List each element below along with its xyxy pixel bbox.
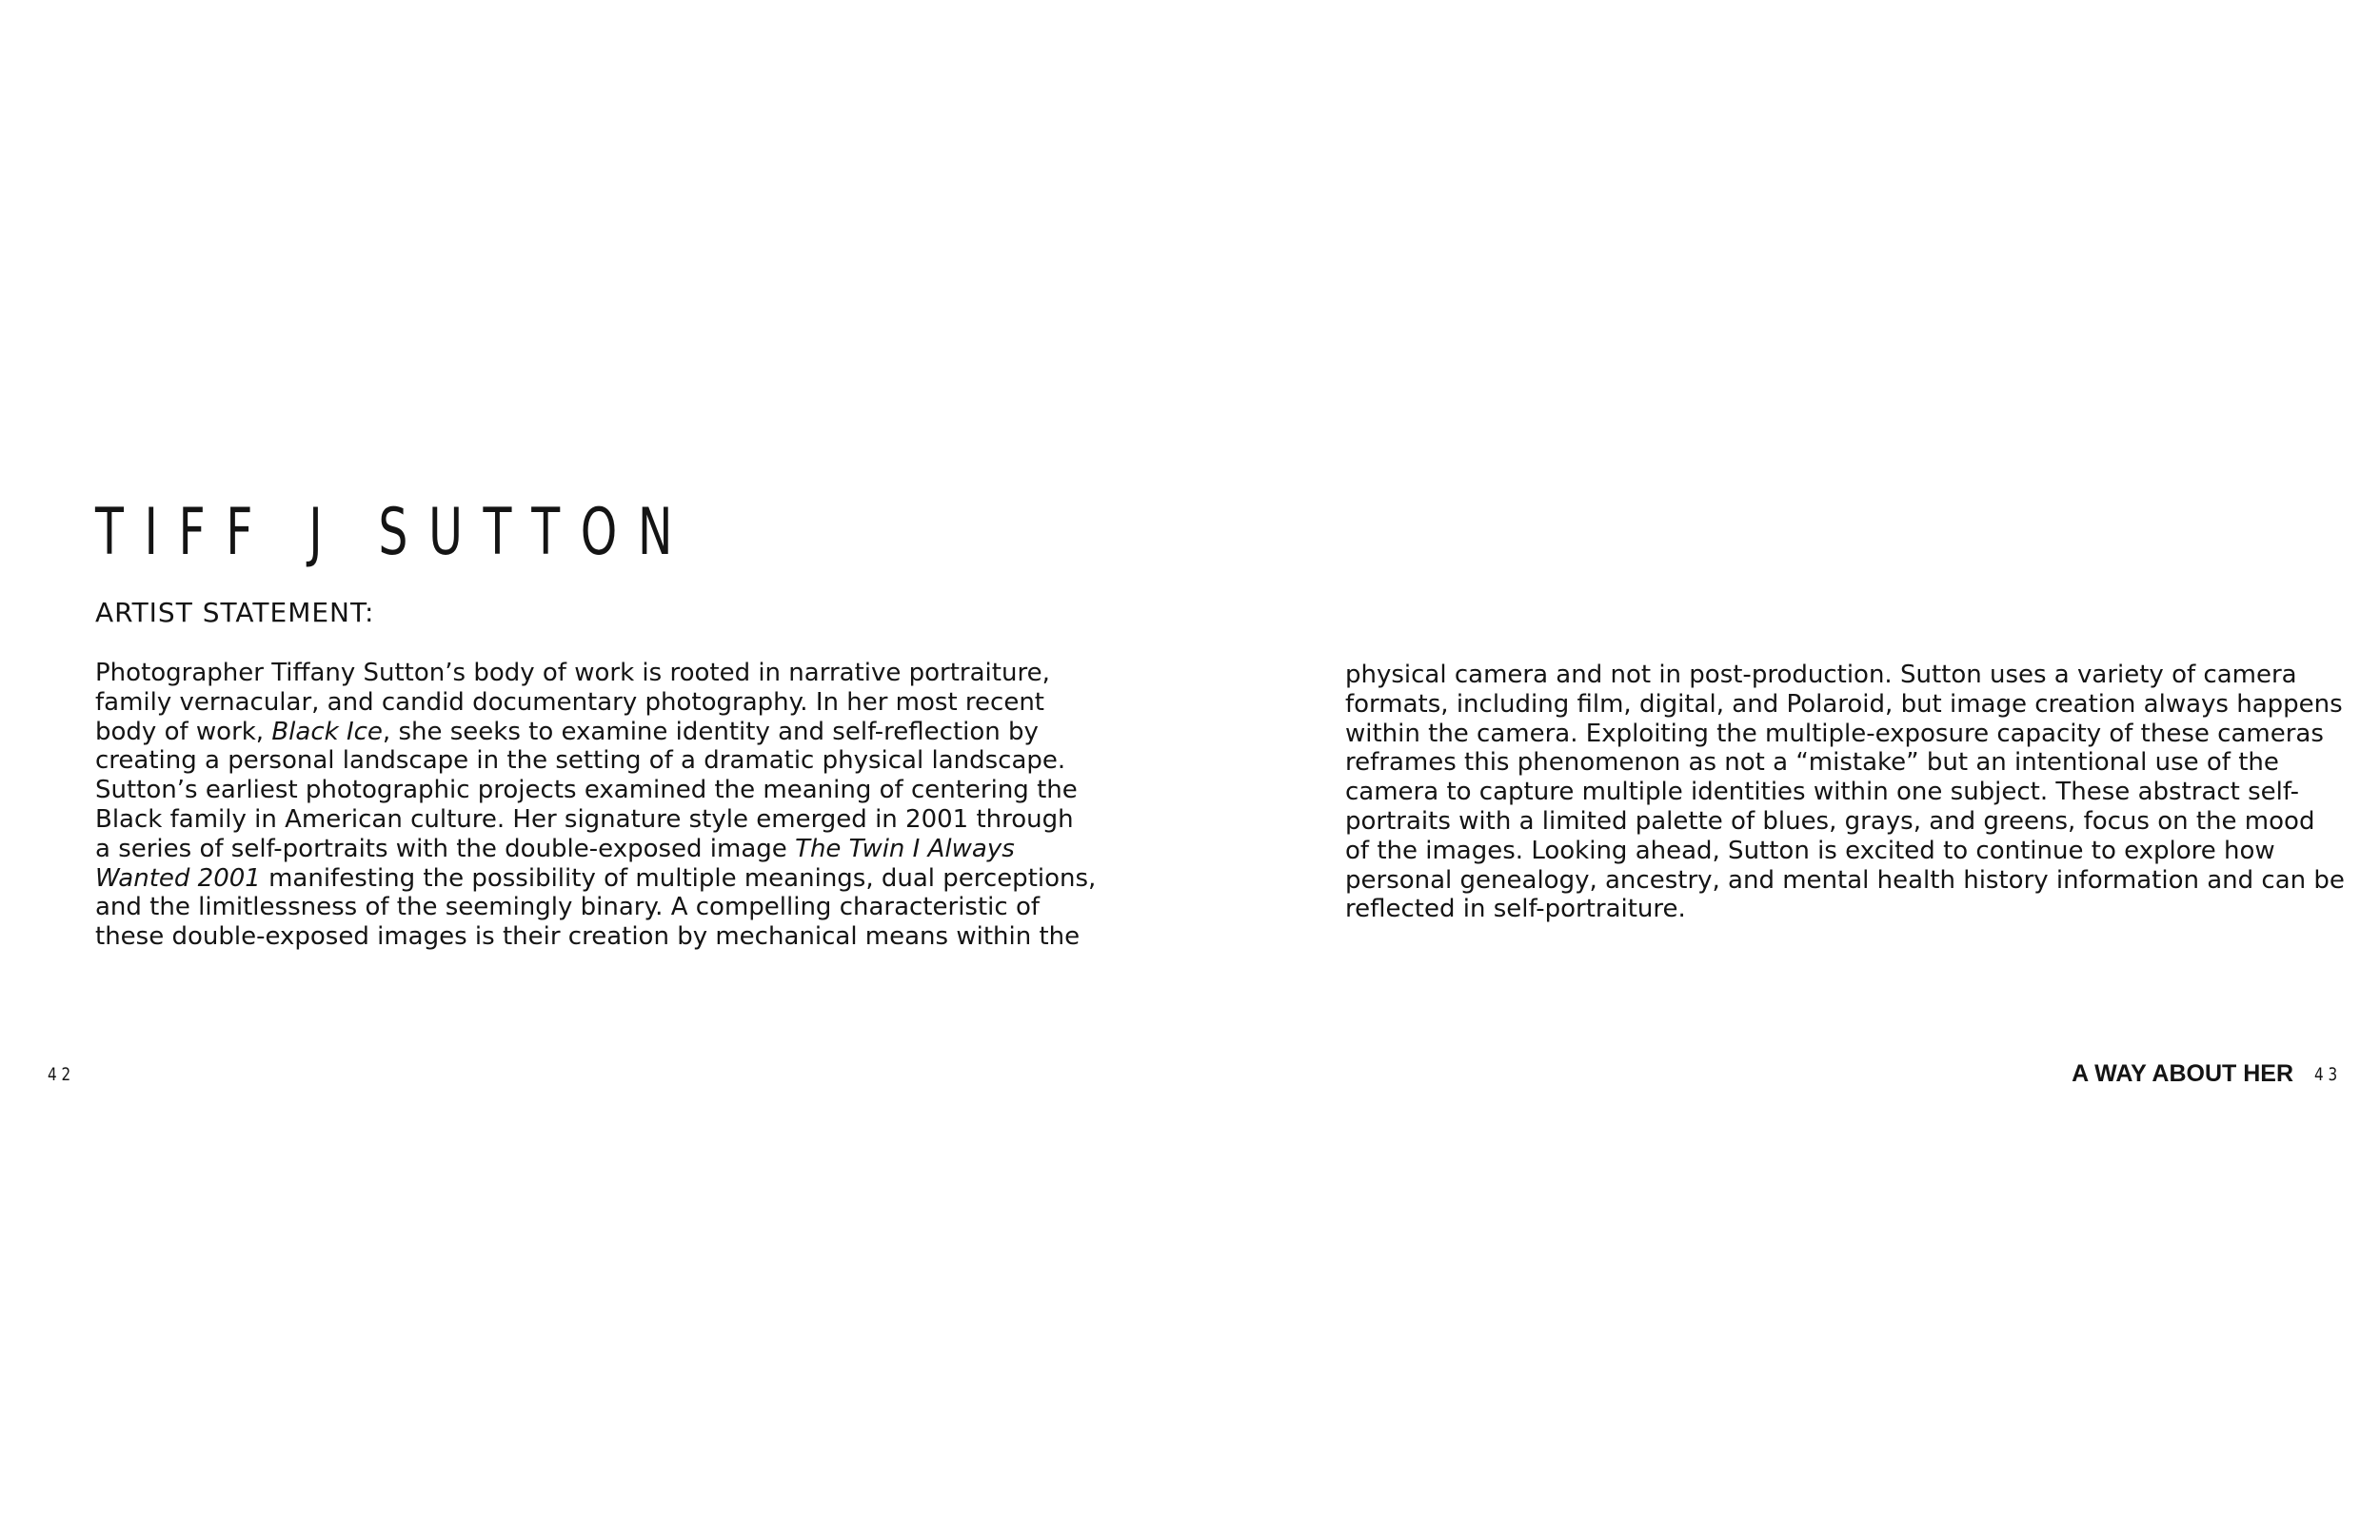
- text-line: [1345, 837, 2307, 866]
- text-line: [95, 804, 1074, 835]
- body-text: and the limitlessness of the seemingly binary. A compelling characteristic of: [95, 893, 1040, 922]
- text-line: [95, 746, 1066, 776]
- body-text: reframes this phenomenon as not a “mistake” but an intentional use of the: [1345, 748, 2279, 778]
- running-title: A WAY ABOUT HER: [2072, 1060, 2293, 1087]
- body-text: creating a personal landscape in the setting of a dramatic physical landscape.: [95, 746, 1066, 776]
- body-text: of the images. Looking ahead, Sutton is excited to continue to explore how: [1345, 836, 2275, 865]
- italic-title-text: Black Ice: [271, 717, 383, 746]
- text-line: [95, 893, 1057, 922]
- body-text: Sutton’s earliest photographic projects examined the meaning of centering the: [95, 776, 1078, 805]
- italic-title-text: The Twin I Always: [795, 834, 1015, 863]
- body-text: within the camera. Exploiting the multiple-exposure capacity of these cameras: [1345, 719, 2324, 748]
- statement-column-right: [1345, 661, 2345, 924]
- text-line: [95, 776, 1078, 805]
- section-label: ARTIST STATEMENT:: [95, 597, 375, 628]
- page-number-right: 43: [2314, 1064, 2342, 1085]
- italic-title-text: Wanted 2001: [95, 863, 261, 893]
- text-line: [1345, 778, 2307, 807]
- artist-name: TIFF J SUTTON: [95, 495, 694, 570]
- text-line: [1345, 895, 2307, 924]
- body-text: family vernacular, and candid documentary photography. In her most recent: [95, 687, 1044, 717]
- body-text: portraits with a limited palette of blues, grays, and greens, focus on the mood: [1345, 806, 2315, 836]
- text-line: [1345, 748, 2307, 778]
- page-number-left: 42: [48, 1064, 75, 1085]
- body-text: reflected in self-portraiture.: [1345, 895, 1686, 924]
- statement-column-left: [95, 659, 1097, 952]
- body-text: Photographer Tiffany Sutton’s body of work is rooted in narrative portraiture,: [95, 659, 1050, 687]
- text-line: [1345, 806, 2315, 837]
- body-text: a series of self-portraits with the double-exposed image: [95, 834, 796, 863]
- text-line: [1345, 689, 2343, 720]
- text-line: [95, 718, 1057, 747]
- body-text: these double-exposed images is their creation by mechanical means within the: [95, 922, 1081, 952]
- body-text: physical camera and not in post-production. Sutton uses a variety of camera: [1345, 661, 2297, 689]
- text-line: [95, 688, 1057, 718]
- body-text: body of work,: [95, 717, 272, 746]
- text-line: [95, 922, 1081, 952]
- text-line: [1345, 719, 2324, 749]
- body-text: formats, including film, digital, and Polaroid, but image creation always happens: [1345, 689, 2343, 719]
- body-text: Black family in American culture. Her signature style emerged in 2001 through: [95, 804, 1074, 834]
- body-text: manifesting the possibility of multiple meanings, dual perceptions,: [260, 863, 1097, 893]
- body-text: camera to capture multiple identities within one subject. These abstract self-: [1345, 778, 2300, 807]
- text-line: [95, 659, 1057, 688]
- body-text: personal genealogy, ancestry, and mental health history information and can be: [1345, 865, 2345, 895]
- text-line: [1345, 661, 2307, 690]
- text-line: [1345, 865, 2345, 896]
- text-line: [95, 835, 1057, 864]
- body-text: , she seeks to examine identity and self-reflection by: [382, 717, 1039, 746]
- text-line: [95, 863, 1097, 894]
